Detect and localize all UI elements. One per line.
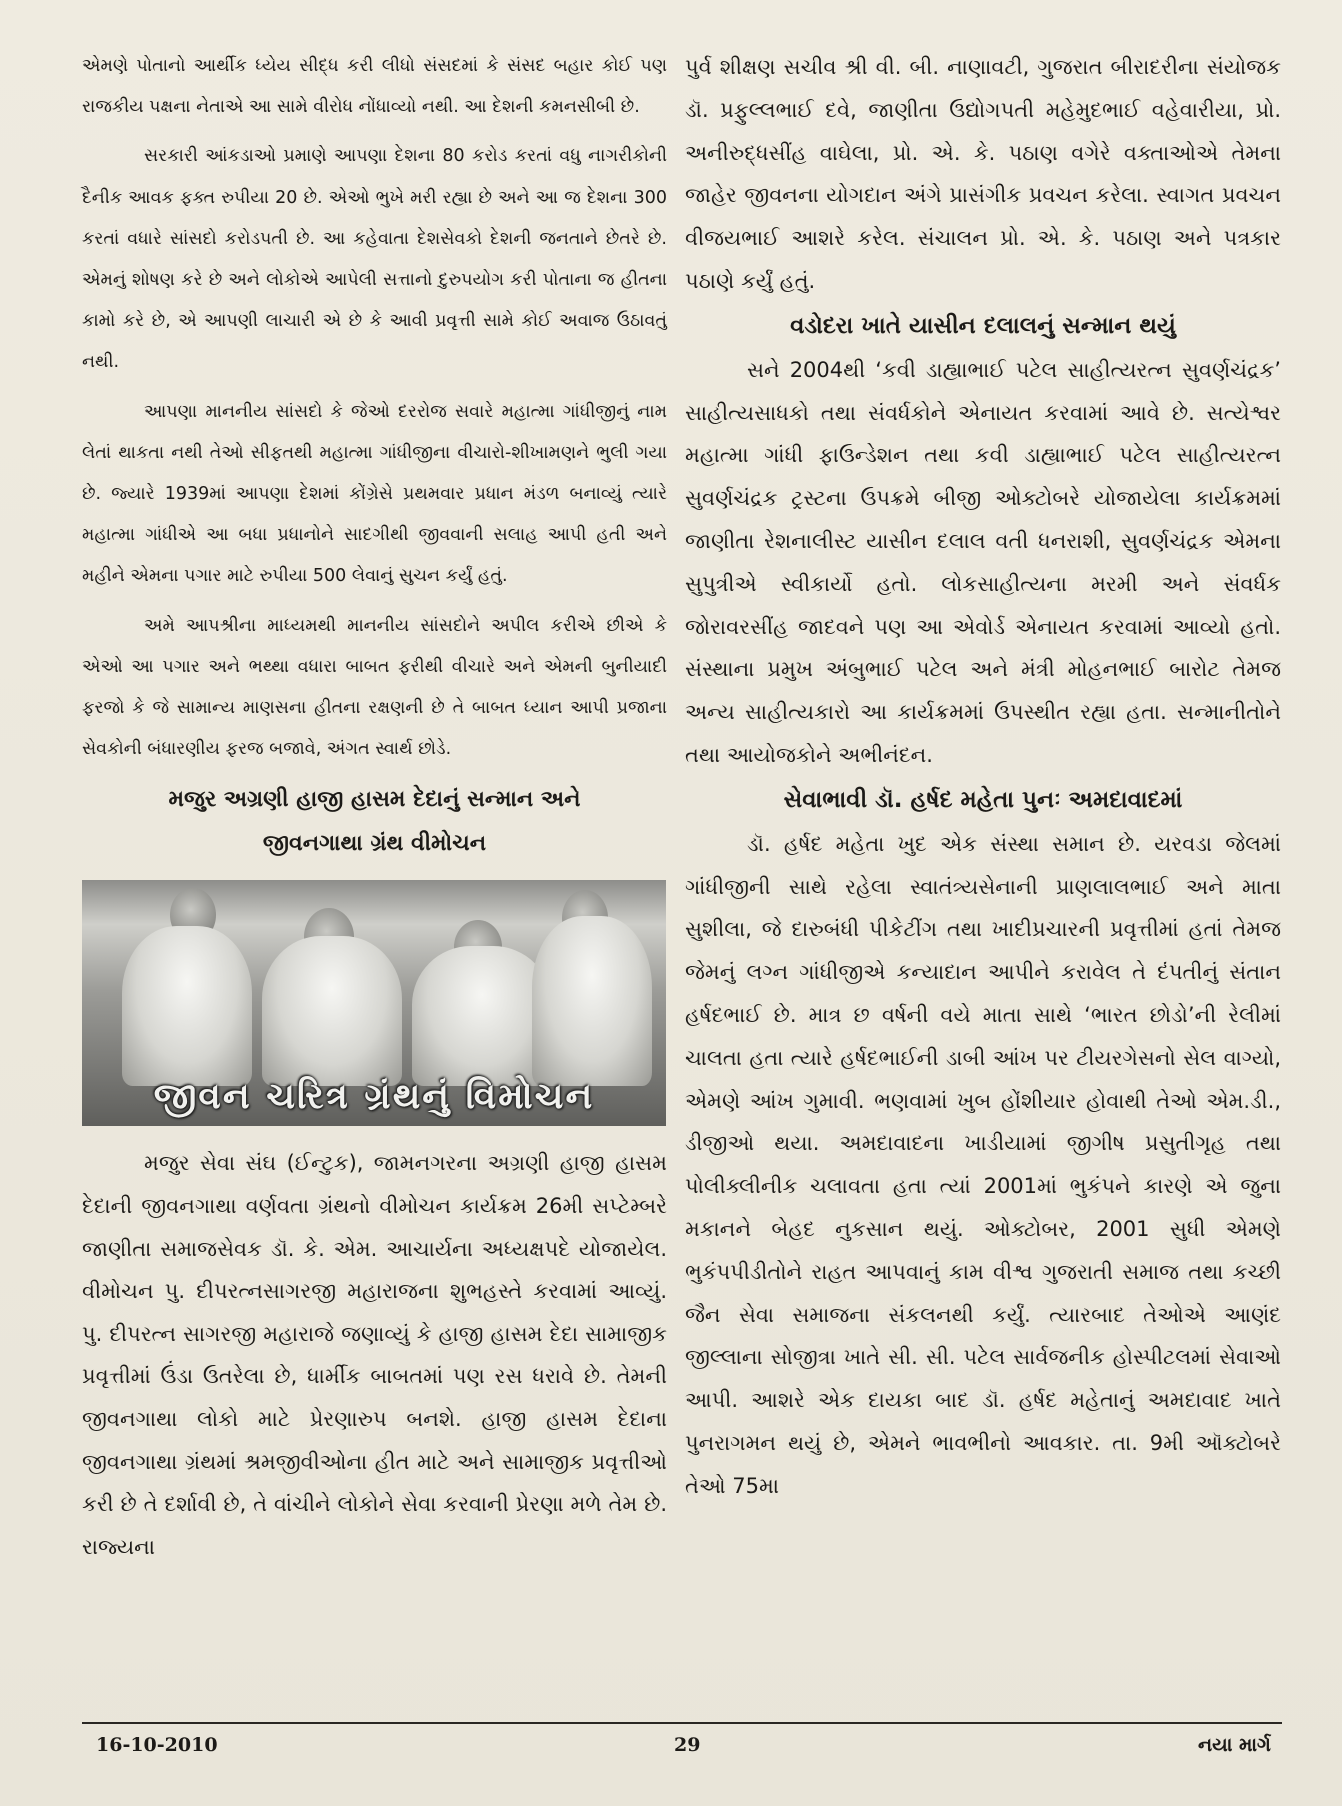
book-launch-photo — [82, 880, 666, 1126]
right-paragraph-2: સને 2004થી ‘કવી ડાહ્યાભાઈ પટેલ સાહીત્યરત્ન સુવર્ણચંદ્રક’ સાહીત્યસાધકો તથા સંવર્ધકોને એનાયત કરવામાં આવે છે. સત્યેશ્વર મહાત્મા ગાંધી ફાઉન્ડેશન તથા કવી ડાહ્યાભાઈ પટેલ સાહીત્યરત્ન સુવર્ણચંદ્રક ટ્રસ્ટના ઉપક્રમે બીજી ઓક્ટોબરે યોજાયેલા કાર્યક્રમમાં જાણીતા રેશનાલીસ્ટ યાસીન દલાલ વતી ધનરાશી, સુવર્ણચંદ્રક એમના સુપુત્રીએ સ્વીકાર્યો હતો. લોકસાહીત્યના મરમી અને સંવર્ધક જોરાવરસીંહ જાદવને પણ આ એવોર્ડ એનાયત કરવામાં આવ્યો હતો. સંસ્થાના પ્રમુખ અંબુભાઈ પટેલ અને મંત્રી મોહનભાઈ બારોટ તેમજ અન્ય સાહીત્યકારો આ કાર્યક્રમમાં ઉપસ્થીત રહ્યા હતા. સન્માનીતોને તથા આયોજકોને અભીનંદન. — [685, 357, 1281, 767]
left-paragraph-1: એમણે પોતાનો આર્થીક ધ્યેય સીદ્ધ કરી લીધો સંસદમાં કે સંસદ બહાર કોઈ પણ રાજકીય પક્ષના નેતાએ આ સામે વીરોધ નોંધાવ્યો નથી. આ દેશની કમનસીબી છે. — [82, 56, 667, 118]
footer-page-number: 29 — [674, 1734, 701, 1756]
footer-publication-name: નયા માર્ગ — [1198, 1734, 1271, 1756]
right-paragraph-1: પુર્વ શીક્ષણ સચીવ શ્રી વી. બી. નાણાવટી, ગુજરાત બીરાદરીના સંયોજક ડૉ. પ્રફુલ્લભાઈ દવે, જાણીતા ઉદ્યોગપતી મહેમુદભાઈ વહેવારીયા, પ્રો. અનીરુદ્ધસીંહ વાઘેલા, પ્રો. એ. કે. પઠાણ વગેરે વક્તાઓએ તેમના જાહેર જીવનના યોગદાન અંગે પ્રાસંગીક પ્રવચન કરેલા. સ્વાગત પ્રવચન વીજયભાઈ આશરે કરેલ. સંચાલન પ્રો. એ. કે. પઠાણ અને પત્રકાર પઠાણે કર્યું હતું. — [685, 55, 1281, 293]
footer-date: 16-10-2010 — [96, 1734, 218, 1756]
left-paragraph-3: આપણા માનનીય સાંસદો કે જેઓ દરરોજ સવારે મહાત્મા ગાંધીજીનું નામ લેતાં થાકતા નથી તેઓ સીફતથી મહાત્મા ગાંધીજીના વીચારો-શીખામણને ભુલી ગયા છે. જ્યારે 1939માં આપણા દેશમાં કોંગ્રેસે પ્રથમવાર પ્રધાન મંડળ બનાવ્યું ત્યારે મહાત્મા ગાંધીએ આ બધા પ્રધાનોને સાદગીથી જીવવાની સલાહ આપી હતી અને મહીને એમના પગાર માટે રુપીયા 500 લેવાનું સુચન કર્યું હતું. — [82, 401, 667, 587]
right-column — [685, 46, 1281, 1508]
left-paragraph-4: અમે આપશ્રીના માધ્યમથી માનનીય સાંસદોને અપીલ કરીએ છીએ કે એઓ આ પગાર અને ભથ્થા વધારા બાબત ફરીથી વીચારે અને એમની બુનીયાદી ફરજો કે જે સામાન્ય માણસના હીતના રક્ષણની છે તે બાબત ધ્યાન આપી પ્રજાના સેવકોની બંધારણીય ફરજ બજાવે, અંગત સ્વાર્થ છોડે. — [82, 615, 667, 760]
photo-person — [412, 946, 552, 1086]
photo-person — [532, 916, 652, 1086]
left-column — [82, 46, 667, 1568]
right-paragraph-3: ડૉ. હર્ષદ મહેતા ખુદ એક સંસ્થા સમાન છે. યરવડા જેલમાં ગાંધીજીની સાથે રહેલા સ્વાતંત્ર્યસેનાની પ્રાણલાલભાઈ અને માતા સુશીલા, જે દારુબંધી પીકેટીંગ તથા ખાદીપ્રચારની પ્રવૃત્તીમાં હતાં તેમજ જેમનું લગ્ન ગાંધીજીએ કન્યાદાન આપીને કરાવેલ તે દંપતીનું સંતાન હર્ષદભાઈ છે. માત્ર છ વર્ષની વયે માતા સાથે ‘ભારત છોડો’ની રેલીમાં ચાલતા હતા ત્યારે હર્ષદભાઈની ડાબી આંખ પર ટીયરગેસનો સેલ વાગ્યો, એમણે આંખ ગુમાવી. ભણવામાં ખુબ હોંશીયાર હોવાથી તેઓ એમ.ડી., ડીજીઓ થયા. અમદાવાદના ખાડીયામાં જીગીષ પ્રસુતીગૃહ તથા પોલીક્લીનીક ચલાવતા હતા ત્યાં 2001માં ભુકંપને કારણે એ જુના મકાનને બેહદ નુકસાન થયું. ઓક્ટોબર, 2001 સુધી એમણે ભુકંપપીડીતોને રાહત આપવાનું કામ વીશ્વ ગુજરાતી સમાજ તથા કચ્છી જૈન સેવા સમાજના સંકલનથી કર્યું. ત્યારબાદ તેઓએ આણંદ જીલ્લાના સોજીત્રા ખાતે સી. સી. પટેલ સાર્વજનીક હોસ્પીટલમાં સેવાઓ આપી. આશરે એક દાયકા બાદ ડૉ. હર્ષદ મહેતાનું અમદાવાદ ખાતે પુનરાગમન થયું છે, એમને ભાવભીનો આવકાર. તા. 9મી ઑક્ટોબરે તેઓ 75મા — [685, 831, 1281, 1498]
photo-person — [122, 926, 252, 1086]
photo-person — [262, 936, 402, 1086]
photo-caption: જીવન ચરિત્ર ગ્રંથનું વિમોચન — [153, 1076, 595, 1118]
left-paragraph-2: સરકારી આંકડાઓ પ્રમાણે આપણા દેશના 80 કરોડ કરતાં વધુ નાગરીકોની દૈનીક આવક ફક્ત રુપીયા 20 છે. એઓ ભુખે મરી રહ્યા છે અને આ જ દેશના 300 કરતાં વધારે સાંસદો કરોડપતી છે. આ કહેવાતા દેશસેવકો દેશની જનતાને છેતરે છે. એમનું શોષણ કરે છે અને લોકોએ આપેલી સત્તાનો દુરુપયોગ કરી પોતાના જ હીતના કામો કરે છે, એ આપણી લાચારી એ છે કે આવી પ્રવૃત્તી સામે કોઈ અવાજ ઉઠાવતું નથી. — [82, 146, 667, 373]
heading-hasam-deda-line-2: જીવનગાથા ગ્રંથ વીમોચન — [262, 831, 487, 857]
heading-harshad-maheta: સેવાભાવી ડૉ. હર્ષદ મહેતા પુનઃ અમદાવાદમાં — [783, 786, 1183, 813]
footer-divider — [82, 1722, 1282, 1724]
heading-hasam-deda-line-1: મજુર અગ્રણી હાજી હાસમ દેદાનું સન્માન અને — [168, 787, 581, 813]
heading-yasin-dalal: વડોદરા ખાતે યાસીન દલાલનું સન્માન થયું — [790, 312, 1176, 339]
left-paragraph-5: મજુર સેવા સંઘ (ઈન્ટુક), જામનગરના અગ્રણી હાજી હાસમ દેદાની જીવનગાથા વર્ણવતા ગ્રંથનો વીમોચન કાર્યક્રમ 26મી સપ્ટેમ્બરે જાણીતા સમાજસેવક ડૉ. કે. એમ. આચાર્યના અધ્યક્ષપદે યોજાયેલ. વીમોચન પુ. દીપરત્નસાગરજી મહારાજના શુભહસ્તે કરવામાં આવ્યું. પુ. દીપરત્ન સાગરજી મહારાજે જણાવ્યું કે હાજી હાસમ દેદા સામાજીક પ્રવૃત્તીમાં ઉંડા ઉતરેલા છે, ધાર્મીક બાબતમાં પણ રસ ધરાવે છે. તેમની જીવનગાથા લોકો માટે પ્રેરણારુપ બનશે. હાજી હાસમ દેદાના જીવનગાથા ગ્રંથમાં શ્રમજીવીઓના હીત માટે અને સામાજીક પ્રવૃત્તીઓ કરી છે તે દર્શાવી છે, તે વાંચીને લોકોને સેવા કરવાની પ્રેરણા મળે તેમ છે. રાજ્યના — [82, 1151, 667, 1559]
